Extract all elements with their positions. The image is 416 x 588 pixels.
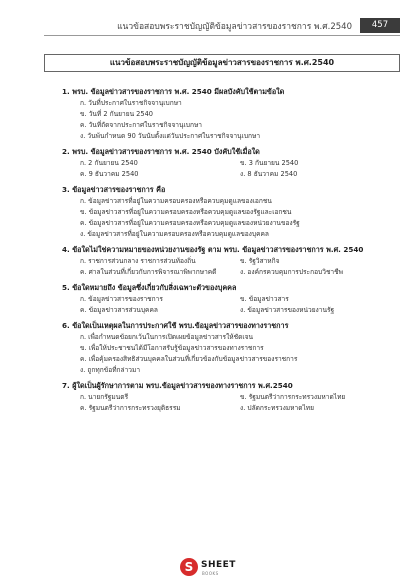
answer-option: ค. รัฐมนตรีว่าการกระทรวงยุติธรรม [80, 404, 181, 412]
answer-options [62, 294, 402, 316]
answer-option: ก. นายกรัฐมนตรี [80, 393, 129, 401]
question-text: 6. ข้อใดเป็นเหตุผลในการประกาศใช้ พรบ.ข้อมูลข่าวสารของทางราชการ [62, 321, 289, 330]
answer-option: ข. เพื่อให้ประชาชนได้มีโอกาสรับรู้ข้อมูลข่าวสารของทางราชการ [80, 344, 264, 352]
header-divider [44, 35, 400, 36]
logo-subtext: BOOKS [202, 571, 219, 576]
answer-option: ค. ข้อมูลข่าวสารส่วนบุคคล [80, 306, 158, 314]
question-6 [62, 320, 402, 376]
answer-options [62, 196, 402, 240]
answer-option: ก. ข้อมูลข่าวสารของราชการ [80, 295, 163, 303]
question-5 [62, 282, 402, 316]
answer-option: ก. เพื่อกำหนดข้อยกเว้นในการเปิดเผยข้อมูลข่าวสารให้ชัดเจน [80, 333, 254, 341]
answer-option: ง. 8 ธันวาคม 2540 [240, 170, 298, 178]
answer-option: ข. ข้อมูลข่าวสาร [240, 295, 289, 303]
answer-option: ง. ข้อมูลข่าวสารที่อยู่ในความครอบครองหรือควบคุมดูแลของบุคคล [80, 230, 269, 238]
answer-option: ง. ปลัดกระทรวงมหาดไทย [240, 404, 315, 412]
answer-option: ง. ถูกทุกข้อที่กล่าวมา [80, 366, 141, 374]
answer-option: ค. วันที่ถัดจากประกาศในราชกิจจานุเบกษา [80, 121, 202, 129]
section-title: แนวข้อสอบพระราชบัญญัติข้อมูลข่าวสารของราชการ พ.ศ.2540 [44, 54, 400, 72]
question-list [62, 86, 402, 418]
answer-option: ก. ราชการส่วนกลาง ราชการส่วนท้องถิ่น [80, 257, 196, 265]
question-2 [62, 146, 402, 180]
answer-option: ง. ข้อมูลข่าวสารของหน่วยงานรัฐ [240, 306, 335, 314]
answer-option: ข. วันที่ 2 กันยายน 2540 [80, 110, 153, 118]
answer-option: ง. วันพ้นกำหนด 90 วันนับตั้งแต่วันประกาศในราชกิจจานุเบกษา [80, 132, 261, 140]
question-text: 1. พรบ. ข้อมูลข่าวสารของราชการ พ.ศ. 2540 มีผลบังคับใช้ตามข้อใด [62, 87, 285, 96]
answer-option: ค. 9 ธันวาคม 2540 [80, 170, 139, 178]
question-1 [62, 86, 402, 142]
answer-option: ก. ข้อมูลข่าวสารที่อยู่ในความครอบครองหรือควบคุมดูแลของเอกชน [80, 197, 272, 205]
question-text: 7. ผู้ใดเป็นผู้รักษาการตาม พรบ.ข้อมูลข่าวสารของทางราชการ พ.ศ.2540 [62, 381, 293, 390]
question-text: 3. ข้อมูลข่าวสารของราชการ คือ [62, 185, 166, 194]
header-title: แนวข้อสอบพระราชบัญญัติข้อมูลข่าวสารของราชการ พ.ศ.2540 [117, 22, 352, 32]
question-text: 2. พรบ. ข้อมูลข่าวสารของราชการ พ.ศ. 2540 บังคับใช้เมื่อใด [62, 147, 260, 156]
answer-option: ค. เพื่อคุ้มครองสิทธิส่วนบุคคลในส่วนที่เกี่ยวข้องกับข้อมูลข่าวสารของราชการ [80, 355, 298, 363]
question-3 [62, 184, 402, 240]
sheet-logo [180, 558, 242, 578]
answer-option: ข. 3 กันยายน 2540 [240, 159, 299, 167]
answer-option: ข. ข้อมูลข่าวสารที่อยู่ในความครอบครองหรือควบคุมดูแลของรัฐและเอกชน [80, 208, 292, 216]
page-number-badge: 457 [360, 18, 400, 33]
question-text: 4. ข้อใดไม่ใช่ความหมายของหน่วยงานของรัฐ ตาม พรบ. ข้อมูลข่าวสารของราชการ พ.ศ. 2540 [62, 245, 364, 254]
question-text: 5. ข้อใดหมายถึง ข้อมูลซึ่งเกี่ยวกับสิ่งเฉพาะตัวของบุคคล [62, 283, 237, 292]
answer-option: ค. ข้อมูลข่าวสารที่อยู่ในความครอบครองหรือควบคุมดูแลของหน่วยงานของรัฐ [80, 219, 300, 227]
answer-option: ค. ศาลในส่วนที่เกี่ยวกับการพิจารณาพิพากษาคดี [80, 268, 217, 276]
answer-option: ข. รัฐมนตรีว่าการกระทรวงมหาดไทย [240, 393, 346, 401]
answer-option: ข. รัฐวิสาหกิจ [240, 257, 280, 265]
logo-text: SHEET [201, 560, 236, 570]
question-4 [62, 244, 402, 278]
answer-option: ก. 2 กันยายน 2540 [80, 159, 138, 167]
answer-options [62, 98, 402, 142]
answer-options [62, 256, 402, 278]
page-footer [0, 556, 416, 580]
answer-option: ก. วันที่ประกาศในราชกิจจานุเบกษา [80, 99, 182, 107]
page-header [0, 18, 416, 34]
answer-options [62, 392, 402, 414]
question-7 [62, 380, 402, 414]
answer-options [62, 332, 402, 376]
answer-option: ง. องค์กรควบคุมการประกอบวิชาชีพ [240, 268, 343, 276]
sheet-logo-icon: S [180, 558, 198, 576]
answer-options [62, 158, 402, 180]
